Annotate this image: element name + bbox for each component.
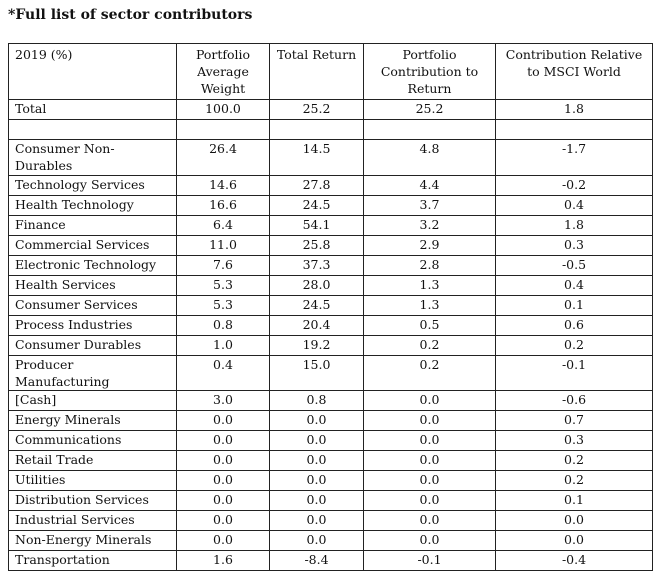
table-cell: 0.0: [177, 411, 270, 431]
table-cell: 16.6: [177, 196, 270, 216]
table-cell: 0.0: [177, 431, 270, 451]
table-cell: 5.3: [177, 296, 270, 316]
table-cell: 1.3: [364, 276, 496, 296]
table-row: [9, 236, 653, 256]
table-cell: 0.5: [364, 316, 496, 336]
table-cell: -0.2: [496, 176, 653, 196]
table-cell: 0.0: [364, 531, 496, 551]
table-cell: 54.1: [270, 216, 364, 236]
table-cell: 27.8: [270, 176, 364, 196]
spacer-row: [9, 120, 653, 140]
table-cell: 2.9: [364, 236, 496, 256]
table-cell: Utilities: [9, 471, 177, 491]
table-row: [9, 551, 653, 571]
table-cell: Health Technology: [9, 196, 177, 216]
table-cell: 1.0: [177, 336, 270, 356]
table-cell: Finance: [9, 216, 177, 236]
table-cell: 3.2: [364, 216, 496, 236]
table-cell: 0.0: [364, 431, 496, 451]
table-row: [9, 140, 653, 176]
header-cell: Portfolio Average Weight: [177, 44, 270, 100]
table-row: [9, 196, 653, 216]
table-cell: Producer Manufacturing: [9, 356, 177, 391]
table-cell: 15.0: [270, 356, 364, 391]
table-cell: 5.3: [177, 276, 270, 296]
table-row: [9, 256, 653, 276]
empty-cell: [364, 120, 496, 140]
table-cell: Transportation: [9, 551, 177, 571]
table-cell: 0.1: [496, 296, 653, 316]
table-cell: 0.8: [177, 316, 270, 336]
table-cell: 0.6: [496, 316, 653, 336]
table-cell: 0.7: [496, 411, 653, 431]
table-cell: Non-Energy Minerals: [9, 531, 177, 551]
table-row: [9, 356, 653, 391]
table-cell: 19.2: [270, 336, 364, 356]
table-cell: Process Industries: [9, 316, 177, 336]
header-cell: Portfolio Contribution to Return: [364, 44, 496, 100]
table-cell: 0.0: [270, 411, 364, 431]
table-cell: 0.4: [496, 276, 653, 296]
table-cell: -0.5: [496, 256, 653, 276]
table-row: [9, 531, 653, 551]
header-cell: Total Return: [270, 44, 364, 100]
table-cell: -0.6: [496, 391, 653, 411]
table-cell: 0.0: [270, 511, 364, 531]
table-cell: Energy Minerals: [9, 411, 177, 431]
table-cell: 0.2: [364, 356, 496, 391]
table-cell: Consumer Non-Durables: [9, 140, 177, 176]
table-cell: -0.1: [496, 356, 653, 391]
table-cell: 0.2: [496, 471, 653, 491]
table-cell: 0.0: [177, 531, 270, 551]
table-cell: 1.8: [496, 100, 653, 120]
table-cell: 11.0: [177, 236, 270, 256]
table-cell: 7.6: [177, 256, 270, 276]
table-cell: 0.1: [496, 491, 653, 511]
table-cell: 0.4: [496, 196, 653, 216]
table-cell: 28.0: [270, 276, 364, 296]
table-row: [9, 491, 653, 511]
table-row: [9, 391, 653, 411]
table-cell: 100.0: [177, 100, 270, 120]
table-row: [9, 411, 653, 431]
table-cell: [Cash]: [9, 391, 177, 411]
table-cell: 1.6: [177, 551, 270, 571]
header-cell: Contribution Relative to MSCI World: [496, 44, 653, 100]
table-cell: 4.4: [364, 176, 496, 196]
table-cell: -1.7: [496, 140, 653, 176]
table-cell: 14.6: [177, 176, 270, 196]
table-cell: Retail Trade: [9, 451, 177, 471]
table-row: [9, 336, 653, 356]
table-cell: 0.0: [364, 391, 496, 411]
table-cell: 0.0: [177, 451, 270, 471]
table-row: [9, 276, 653, 296]
table-cell: 0.0: [364, 471, 496, 491]
table-cell: 25.2: [364, 100, 496, 120]
empty-cell: [496, 120, 653, 140]
table-cell: 0.0: [270, 451, 364, 471]
table-cell: 0.0: [496, 531, 653, 551]
header-cell: 2019 (%): [9, 44, 177, 100]
table-cell: Commercial Services: [9, 236, 177, 256]
table-cell: 0.2: [364, 336, 496, 356]
table-cell: Consumer Services: [9, 296, 177, 316]
table-row: [9, 431, 653, 451]
table-cell: Health Services: [9, 276, 177, 296]
table-cell: 0.0: [364, 511, 496, 531]
table-cell: 0.3: [496, 431, 653, 451]
table-cell: 0.0: [270, 531, 364, 551]
header-row: [9, 44, 653, 100]
page-title: *Full list of sector contributors: [8, 7, 253, 23]
table-cell: 0.4: [177, 356, 270, 391]
table-cell: 25.8: [270, 236, 364, 256]
table-cell: 2.8: [364, 256, 496, 276]
table-cell: 0.0: [496, 511, 653, 531]
table-cell: 25.2: [270, 100, 364, 120]
table-cell: -8.4: [270, 551, 364, 571]
table-cell: 0.0: [270, 491, 364, 511]
table-cell: 3.7: [364, 196, 496, 216]
table-cell: Technology Services: [9, 176, 177, 196]
table-cell: 20.4: [270, 316, 364, 336]
table-row: [9, 216, 653, 236]
table-cell: -0.1: [364, 551, 496, 571]
table-cell: -0.4: [496, 551, 653, 571]
table-cell: Total: [9, 100, 177, 120]
table-row: [9, 451, 653, 471]
empty-cell: [177, 120, 270, 140]
table-cell: 1.3: [364, 296, 496, 316]
table-cell: 0.8: [270, 391, 364, 411]
table-cell: 0.0: [270, 471, 364, 491]
table-row: [9, 471, 653, 491]
table-cell: 0.0: [177, 511, 270, 531]
table-cell: Industrial Services: [9, 511, 177, 531]
table-cell: 0.2: [496, 336, 653, 356]
table-cell: 0.3: [496, 236, 653, 256]
total-row: [9, 100, 653, 120]
table-cell: 14.5: [270, 140, 364, 176]
table-cell: 1.8: [496, 216, 653, 236]
table-cell: 24.5: [270, 296, 364, 316]
table-cell: 6.4: [177, 216, 270, 236]
table-cell: Consumer Durables: [9, 336, 177, 356]
table-cell: 0.0: [177, 491, 270, 511]
table-cell: 37.3: [270, 256, 364, 276]
table-cell: Communications: [9, 431, 177, 451]
table-cell: 0.0: [270, 431, 364, 451]
table-cell: 0.0: [364, 491, 496, 511]
sector-contributors-table: [8, 43, 653, 571]
table-cell: 3.0: [177, 391, 270, 411]
empty-cell: [9, 120, 177, 140]
table-row: [9, 296, 653, 316]
table-cell: Electronic Technology: [9, 256, 177, 276]
table-row: [9, 511, 653, 531]
table-cell: 0.0: [364, 451, 496, 471]
table-cell: 0.2: [496, 451, 653, 471]
empty-cell: [270, 120, 364, 140]
table-cell: 26.4: [177, 140, 270, 176]
table-cell: 4.8: [364, 140, 496, 176]
table-row: [9, 176, 653, 196]
table-cell: Distribution Services: [9, 491, 177, 511]
table-cell: 0.0: [364, 411, 496, 431]
table-cell: 0.0: [177, 471, 270, 491]
table-row: [9, 316, 653, 336]
table-cell: 24.5: [270, 196, 364, 216]
